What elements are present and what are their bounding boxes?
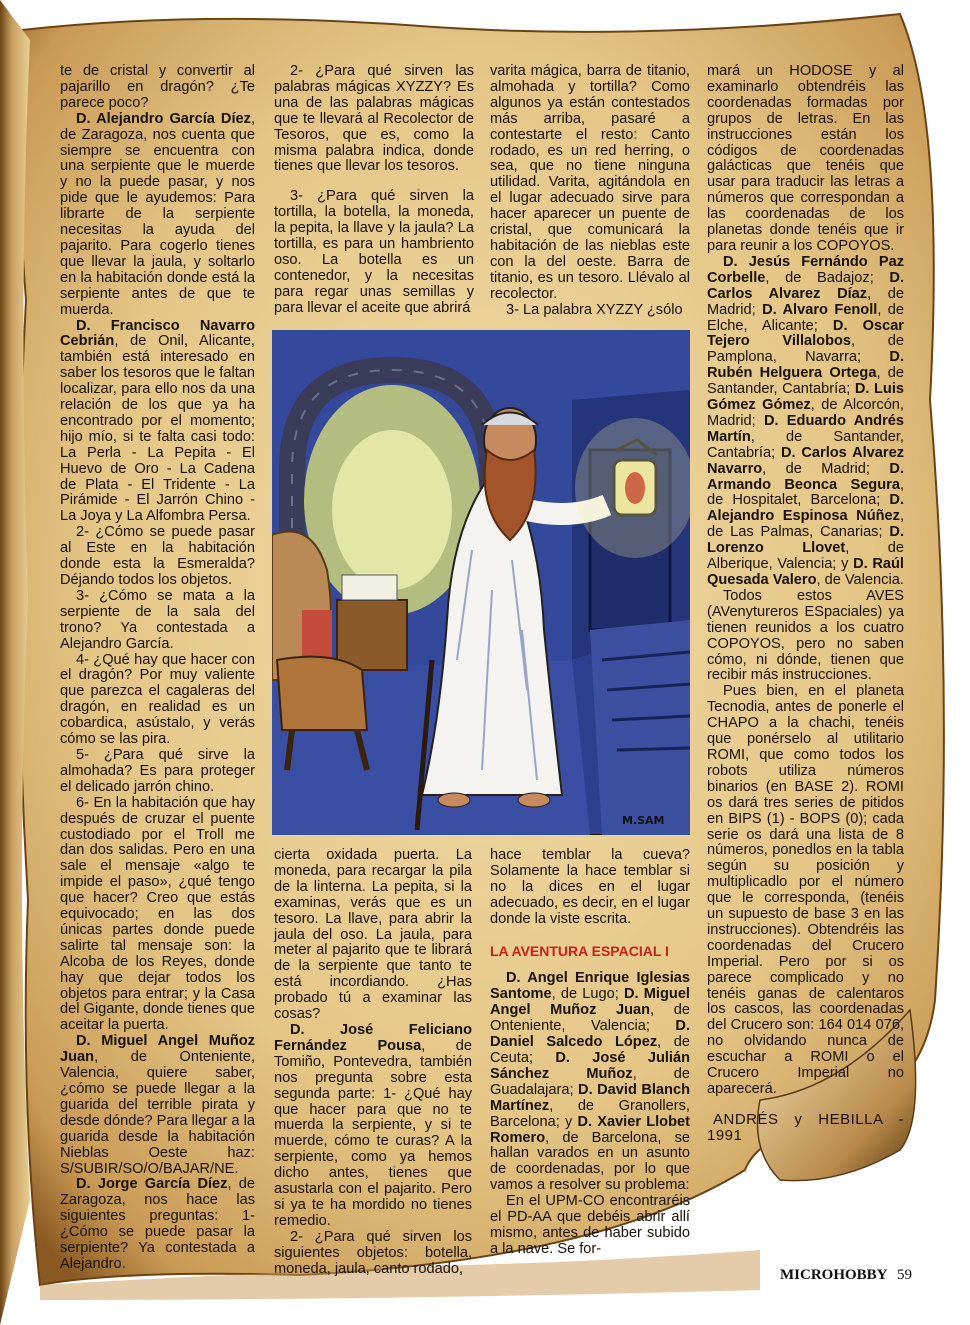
text-column-4 [707, 64, 904, 1144]
author-signature: ANDRÉS y HEBILLA - 1991 [707, 1110, 904, 1144]
paragraph: D. Angel Enrique Iglesias Santome, de Lugo; D. Miguel Angel Muñoz Juan, de Onteniente, Valencia; D. Daniel Salcedo López, de Ceuta; D. José Julián Sánchez Muñoz, de Guadalajara; D. David Blanch Martínez, de Granollers, Barcelona; y D. Xavier Llobet Romero, de Barcelona, se hallan varados en un asunto de coordenadas, por lo que vamos a resolver su problema: [490, 970, 691, 1194]
paragraph: cierta oxidada puerta. La moneda, para recargar la pila de la linterna. La pepita, si la examinas, verás que es un tesoro. La llave, para abrir la jaula del oso. La jaula, para meter al pajarito que te librará de la serpiente que tanto te está incordiando. ¿Has probado tú a examinar las cosas? [274, 847, 472, 1023]
paragraph: 3- La palabra XYZZY ¿sólo [506, 301, 683, 318]
paragraph: D. Francisco Navarro Cebrián, de Onil, Alicante, también está interesado en saber los tesoros que le faltan localizar, para ello nos da una relación de los que ya ha encontrado por el momento; hijo mío, si te falta casi todo: La Perla - La Pepita - El Huevo de Oro - La Cadena de Plata - El Tridente - La Pirámide - El Jarrón Chino - La Joya y La Alfombra Persa. [60, 317, 255, 525]
paragraph: Todos estos AVES (AVenytureros ESpaciales) ya tienen reunidos a los cuatro COPOYOS, pero no saben cómo, ni dónde, tienen que recibir más instrucciones. [707, 587, 904, 684]
paragraph: 2- ¿Cómo se puede pasar al Este en la habitación donde esta la Esmeralda? Déjando todos los objetos. [60, 524, 255, 588]
paragraph: 3- ¿Para qué sirven la tortilla, la botella, la moneda, la pepita, la llave y la jaula? La tortilla, es para un hambriento oso. La botella es un contenedor, y la necesitas para regar unas semillas y para llevar el aceite que abrirá [274, 188, 474, 316]
paragraph: te de cristal y convertir al pajarillo en dragón? ¿Te parece poco? [60, 63, 255, 111]
paragraph: D. Miguel Angel Muñoz Juan, de Onteniente, Valencia, quiere saber, ¿cómo se puede llegar a la guarida del terrible pirata y desde dónde? Para llegar a la guarida desde la habitación Nieblas Oeste haz: S/SUBIR/SO/O/BAJAR/NE. [60, 1033, 255, 1177]
paragraph: 2- ¿Para qué sirven las palabras mágicas XYZZY? Es una de las palabras mágicas que te llevará al Recolector de Tesoros, que es, como la misma palabra indica, donde tienes que llevar los tesoros. [274, 63, 474, 175]
text-column-2-bottom [274, 848, 472, 1277]
artist-signature: M.SAM [622, 814, 665, 827]
reader-name: D. Miguel Angel Muñoz Juan [60, 1033, 255, 1066]
paragraph: varita mágica, barra de titanio, almohada y tortilla? Como algunos ya están contestados más arriba, pasaré a contestarte el resto: Canto rodado, es un red herring, o sea, que no tiene ninguna utilidad. Varita, agitándola en el lugar adecuado sirve para hacer aparecer un puente de cristal, que comunicará la habitación de las nieblas este con la del oeste. Barra de titanio, es un tesoro. Llévalo al recolector. [490, 63, 690, 302]
reader-list: D. Jesús Fernándo Paz Corbelle, de Badajoz; D. Carlos Alvarez Díaz, de Madrid; D. Alvaro Fenoll, de Elche, Alicante; D. Oscar Tejero Villalobos, de Pamplona, Navarra; D. Rubén Helguera Ortega, de Santander, Cantabría; D. Luis Gómez Gómez, de Alcorcón, Madrid; D. Eduardo Andrés Martín, de Santander, Cantabría; D. Carlos Alvarez Navarro, de Madrid; D. Armando Beonca Segura, de Hospitalet, Barcelona; D. Alejandro Espinosa Núñez, de Las Palmas, Canarias; D. Lorenzo Llovet, de Alberique, Valencia; y D. Raúl Quesada Valero, de Valencia. [707, 253, 904, 588]
paragraph: 5- ¿Para qué sirve la almohada? Es para proteger el delicado jarrón chino. [60, 746, 255, 795]
text-column-3-top [490, 64, 690, 319]
paragraph: D. Jorge García Díez, de Zaragoza, nos hace las siguientes preguntas: 1- ¿Cómo se puede pasar la serpiente? Ya contestada a Alejandro. [60, 1176, 255, 1272]
paragraph: 6- En la habitación que hay después de cruzar el puente custodiado por el Troll me dan dos salidas. Pero en una sale el mensaje «algo te impide el paso», ¿qué tengo que hacer? Creo que estás equivocado; en las dos únicas partes donde puede salirte tal mensaje son: la Alcoba de los Reyes, donde hay que dejar todos los objetos para entrar; y la Casa del Gigante, donde tienes que aceitar la puerta. [60, 794, 255, 1034]
paragraph: 2- ¿Para qué sirven los siguientes objetos: botella, moneda, jaula, canto rodado, [274, 1228, 472, 1277]
section-heading: LA AVENTURA ESPACIAL I [490, 942, 669, 959]
paragraph: D. Alejandro García Díez, de Zaragoza, nos cuenta que siempre se encuentra con una serpiente que le muerde y no la puede pasar, y nos pide que le ayudemos: Para librarte de la serpiente necesitas la ayuda del pajarito. Para cogerlo tienes que llevar la jaula, y soltarlo en la habitación donde está la serpiente antes de que te muerda. [60, 110, 255, 318]
wizard-illustration [272, 330, 690, 835]
paragraph: Pues bien, en el planeta Tecnodia, antes de ponerle el CHAPO a la chachi, tenéis que ponérselo al utilitario ROMI, que como todos los robots utiliza números binarios (en BASE 2). ROMI os dará tres series de pitidos en BIPS (1) - BOPS (0); cada serie os dará una lista de 8 números, ponedlos en la tabla según su posición y multiplicadlo por el número que le corresponda, (tenéis un supuesto de base 3 en las instrucciones). Obtendréis las coordenadas del Crucero Imperial. Pero por si os parece complicado y no tenéis ganas de calentaros los cascos, las coordenadas del Crucero son: 164 014 076, no olvidando nunca de escuchar a ROMI o el Crucero Imperial no aparecerá. [707, 683, 904, 1097]
text-column-3-bottom [490, 848, 690, 1258]
text-column-2-top [274, 64, 474, 317]
paragraph: mará un HODOSE y al examinarlo obtendréis las coordenadas formadas por grupos de letras. En las instrucciones están los códigos de coordenadas galácticas que tenéis que usar para traducir las letras a números que correspondan a las coordenadas de los planetas donde tenéis que ir para reunir a los COPOYOS. [707, 63, 904, 254]
reader-name: D. Francisco Navarro Cebrián [60, 317, 255, 350]
reader-name: D. José Feliciano Fernández Pousa [274, 1021, 472, 1054]
paragraph: 3- ¿Cómo se mata a la serpiente de la sala del trono? Ya contestada a Alejandro García. [60, 587, 255, 652]
paragraph: D. José Feliciano Fernández Pousa, de Tomiño, Pontevedra, también nos pregunta sobre esta segunda parte: 1- ¿Qué hay que hacer para que no te muerda la serpiente, y si te muerde, cómo te curas? A la serpiente, como ya hemos dicho antes, tienes que asustarla con el pajarito. Pero si ya te ha mordido no tienes remedio. [274, 1021, 472, 1229]
reader-name: D. Alejandro García Díez [76, 110, 251, 127]
paragraph: 4- ¿Qué hay que hacer con el dragón? Por muy valiente que parezca el cagaleras del dragón, en realidad es un cobardica, asústalo, y verás cómo se las pira. [60, 651, 255, 748]
text-column-1 [60, 64, 255, 1273]
magazine-name: MICROHOBBY [780, 1267, 888, 1283]
reader-name: D. Jorge García Díez [76, 1176, 228, 1193]
paragraph: hace temblar la cueva? Solamente la hace temblar si no la dices en el lugar adecuado, es decir, en el lugar donde la viste escrita. [490, 847, 690, 927]
paragraph: En el UPM-CO encontraréis el PD-AA que debéis abrir allí mismo, antes de haber subido a la nave. Se for- [490, 1193, 690, 1257]
page-number: 59 [897, 1267, 912, 1283]
